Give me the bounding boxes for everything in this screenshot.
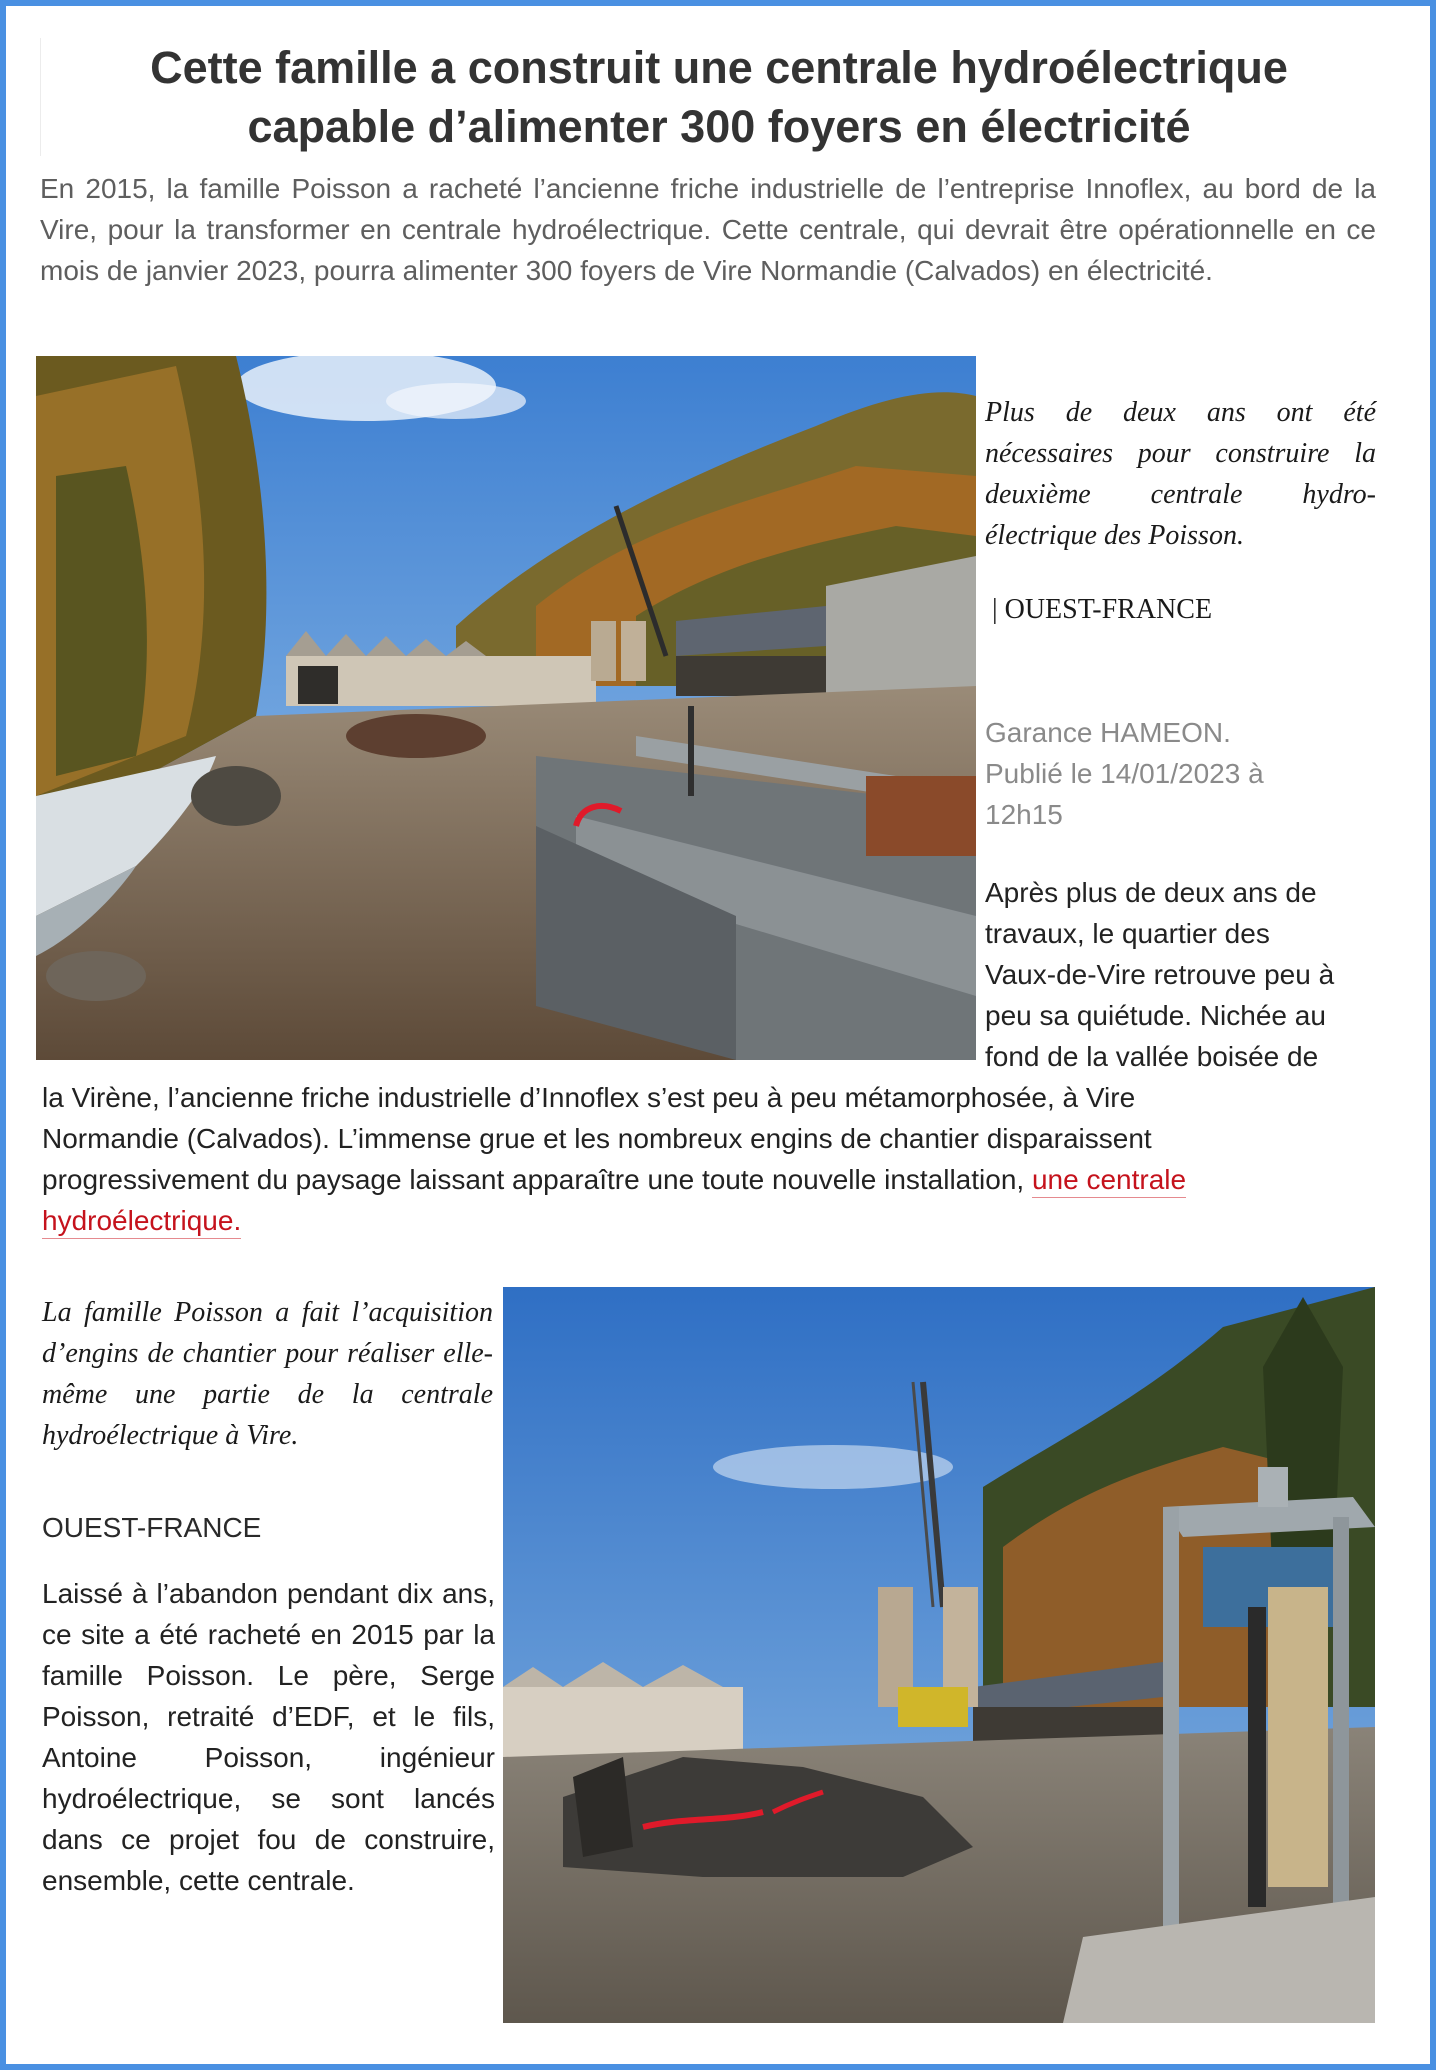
author-name: Garance HAMEON. — [985, 717, 1231, 748]
paragraph-line-with-link — [42, 1159, 1376, 1200]
paragraph-line-text: progressivement du paysage laissant apparaître une toute nouvelle installation, — [42, 1164, 1032, 1195]
paragraph-line: travaux, le quartier des — [985, 918, 1270, 949]
publish-date-line-2: 12h15 — [985, 799, 1063, 830]
article-paragraph-1 — [42, 872, 1376, 1241]
centrale-hydroelectrique-link-part-1[interactable]: une centrale — [1032, 1164, 1186, 1198]
paragraph-line: fond de la vallée boisée de — [985, 1041, 1319, 1072]
article-byline — [985, 712, 1375, 835]
paragraph-line: Normandie (Calvados). L’immense grue et les nombreux engins de chantier disparaissent — [42, 1123, 1152, 1154]
paragraph-line-with-link — [42, 1200, 1376, 1241]
photo-2-credit: OUEST-FRANCE — [42, 1512, 262, 1543]
photo-1-credit: | OUEST-FRANCE — [992, 594, 1213, 625]
publish-date-line-1: Publié le 14/01/2023 à — [985, 758, 1264, 789]
paragraph-line: Vaux-de-Vire retrouve peu à — [985, 959, 1335, 990]
title-line-2: capable d’alimenter 300 foyers en électricité — [247, 101, 1191, 152]
link-period[interactable]: . — [233, 1205, 242, 1236]
photo-1-caption: Plus de deux ans ont été nécessaires pour construire la deuxième centrale hydro-électrique des Poisson. — [985, 397, 1376, 551]
article-lede: En 2015, la famille Poisson a racheté l’ancienne friche industrielle de l’entreprise Innoflex, au bord de la Vire, pour la transformer en centrale hydroélectrique. Cette centrale, qui devrait être opérationnelle en ce mois de janvier 2023, pourra alimenter 300 foyers de Vire Normandie (Calvados) en électricité. — [40, 173, 1376, 286]
title-line-1: Cette famille a construit une centrale hydroélectrique — [150, 42, 1288, 93]
article-paragraph-2: Laissé à l’abandon pendant dix ans, ce site a été racheté en 2015 par la famille Poisson. Le père, Serge Poisson, retraité d’EDF, et le fils, Antoine Poisson, ingénieur hydroélectrique, se sont lancés dans ce projet fou de construire, ensemble, cette centrale. — [42, 1578, 495, 1896]
paragraph-line: peu sa quiétude. Nichée au — [985, 1000, 1326, 1031]
article-title — [41, 38, 1397, 156]
article-header — [40, 38, 1397, 156]
link-text[interactable]: hydroélectrique — [42, 1205, 234, 1236]
paragraph-line: Après plus de deux ans de — [985, 877, 1317, 908]
paragraph-line: la Virène, l’ancienne friche industrielle d’Innoflex s’est peu à peu métamorphosée, à Vire — [42, 1082, 1136, 1113]
article-photo-2 — [503, 1287, 1375, 2023]
centrale-hydroelectrique-link-part-2[interactable] — [42, 1205, 241, 1239]
photo-2-caption: La famille Poisson a fait l’acquisition d’engins de chantier pour réaliser elle-même une partie de la centrale hydroélectrique à Vire. — [42, 1297, 493, 1451]
